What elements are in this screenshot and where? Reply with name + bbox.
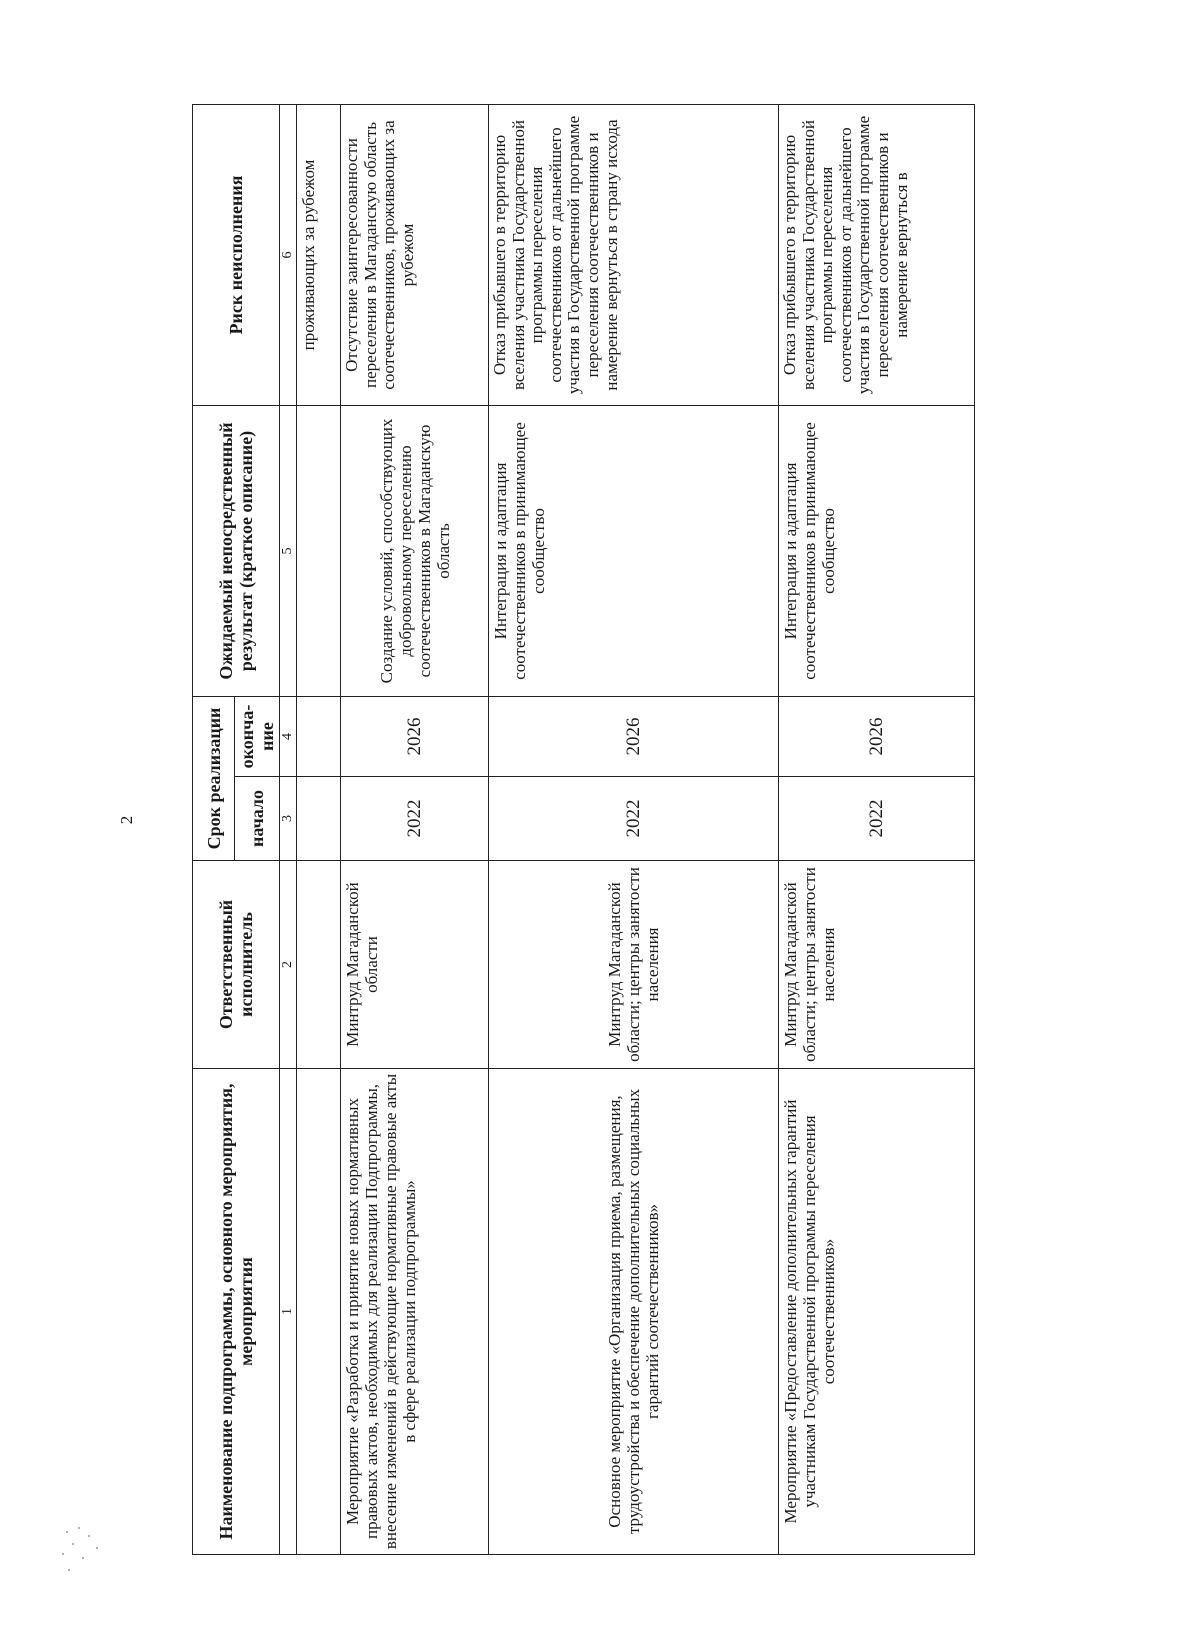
result-cell: Создание условий, способствующих добровольному переселению соотечественников в Магаданскую область <box>341 405 489 696</box>
responsible-cell: Минтруд Магаданской области; центры занятости населения <box>779 861 975 1069</box>
header-start: начало <box>235 777 280 861</box>
column-number-row <box>280 104 297 1554</box>
responsible-cell: Минтруд Магаданской области; центры занятости населения <box>489 861 779 1069</box>
continuation-risk-cell: проживающих за рубежом <box>297 104 341 405</box>
activity-name-cell: Мероприятие «Разработка и принятие новых нормативных правовых актов, необходимых для реализации Подпрограммы, внесение изменений в действующие нормативные правовые акты в сфере реализации подпрограммы» <box>341 1069 489 1555</box>
column-number: 3 <box>280 777 297 861</box>
header-term: Срок реализации <box>193 696 235 860</box>
start-year-cell: 2022 <box>779 777 975 861</box>
risk-cell: Отсутствие заинтересованности переселения в Магаданскую область соотечественников, проживающих за рубежом <box>341 104 489 405</box>
end-year-cell: 2026 <box>341 696 489 776</box>
start-year-cell: 2022 <box>341 777 489 861</box>
header-row <box>193 104 235 1554</box>
risk-cell: Отказ прибывшего в территорию вселения участника Государственной программы переселения соотечественников от дальнейшего участия в Государственной программе переселения соотечественников и намерение вернуться в страну исхода <box>489 104 779 405</box>
start-year-cell: 2022 <box>489 777 779 861</box>
header-responsible: Ответственный исполнитель <box>193 861 280 1069</box>
column-number: 4 <box>280 696 297 776</box>
activities-table <box>192 104 975 1555</box>
column-number: 5 <box>280 405 297 696</box>
header-end: оконча-ние <box>235 696 280 776</box>
scan-noise <box>58 1525 118 1585</box>
responsible-cell: Минтруд Магаданской области <box>341 861 489 1069</box>
activity-name-cell: Мероприятие «Предоставление дополнительных гарантий участникам Государственной программы переселения соотечественников» <box>779 1069 975 1555</box>
page-number: 2 <box>117 815 136 825</box>
result-cell: Интеграция и адаптация соотечественников в принимающее сообщество <box>489 405 779 696</box>
result-cell: Интеграция и адаптация соотечественников в принимающее сообщество <box>779 405 975 696</box>
table-row <box>779 104 975 1554</box>
end-year-cell: 2026 <box>489 696 779 776</box>
column-number: 2 <box>280 861 297 1069</box>
continuation-row <box>297 104 341 1554</box>
activity-name-cell: Основное мероприятие «Организация приема, размещения, трудоустройства и обеспечение дополнительных социальных гарантий соотечественников» <box>489 1069 779 1555</box>
header-risk: Риск неисполнения <box>193 104 280 405</box>
rotated-table-sheet <box>192 105 972 1555</box>
risk-cell: Отказ прибывшего в территорию вселения участника Государственной программы переселения соотечественников от дальнейшего участия в Государственной программе переселения соотечественников и намерение вернуться в <box>779 104 975 405</box>
table-row <box>489 104 779 1554</box>
table-row <box>341 104 489 1554</box>
end-year-cell: 2026 <box>779 696 975 776</box>
column-number: 6 <box>280 104 297 405</box>
header-name: Наименование подпрограммы, основного мероприятия, мероприятия <box>193 1069 280 1555</box>
header-result: Ожидаемый непосредственный результат (краткое описание) <box>193 405 280 696</box>
column-number: 1 <box>280 1069 297 1555</box>
